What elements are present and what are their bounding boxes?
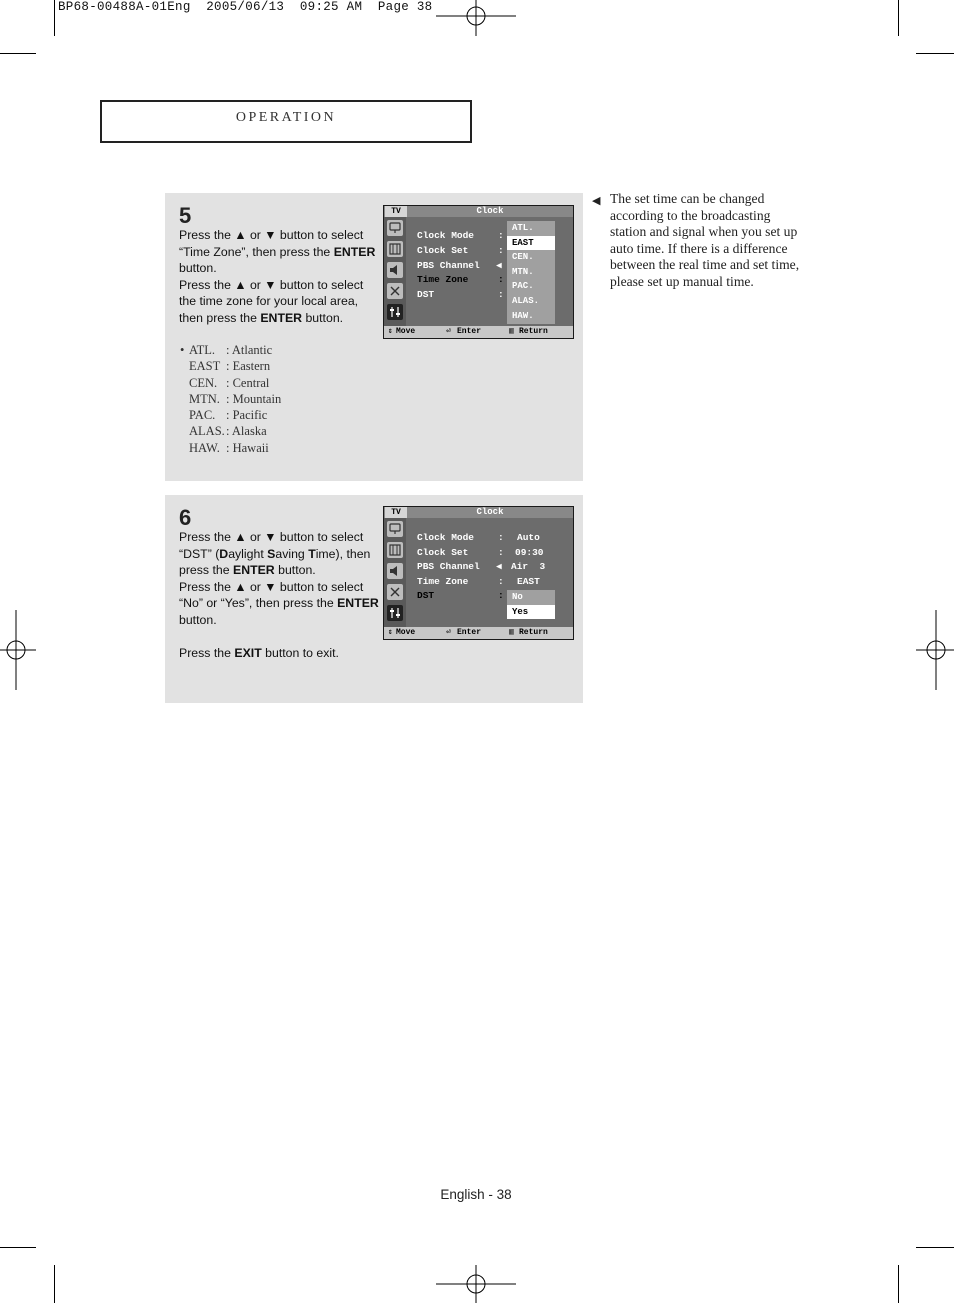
section-title: OPERATION [235, 110, 337, 125]
zone-name: : Pacific [226, 408, 268, 423]
zone-name: : Hawaii [226, 440, 269, 455]
return-label: Return [519, 327, 548, 336]
sound-icon [387, 262, 403, 278]
zone-code: CEN. [189, 375, 218, 390]
sound-icon [387, 563, 403, 579]
osd-tv-label: TV [385, 206, 407, 217]
dropdown-option[interactable]: MTN. [512, 266, 534, 277]
side-note: The set time can be changed according to the broadcasting station and signal when you set up auto time. If there is a difference between the real time and set time, please set up manual time. [610, 191, 800, 289]
osd-menu-row: Clock Mode [417, 532, 475, 543]
time-zone-list [180, 342, 281, 456]
note-arrow-icon: ◀ [592, 195, 601, 207]
zone-name: : Central [226, 375, 270, 390]
input-icon [387, 220, 403, 236]
osd-help-bar [384, 326, 573, 338]
time-zone-dropdown[interactable] [507, 221, 555, 324]
list-item [180, 391, 281, 407]
instruction-paragraph: Press the EXIT button to exit. [179, 645, 339, 660]
list-item [180, 440, 281, 456]
step-number: 6 [179, 505, 192, 530]
zone-code: ALAS. [189, 424, 225, 439]
dropdown-option[interactable]: ALAS. [512, 295, 540, 306]
osd-separator: : [498, 230, 504, 241]
move-icon: ⇕ [388, 628, 393, 637]
crop-mark [0, 53, 36, 54]
osd-menu-sidebar [384, 217, 406, 326]
crop-mark [54, 0, 55, 36]
zone-name: : Atlantic [226, 343, 273, 357]
osd-menu-row: Clock Set [417, 245, 469, 256]
osd-menu-row: PBS Channel [417, 561, 480, 572]
zone-code: ATL. [189, 343, 216, 357]
osd-separator: : [498, 547, 504, 558]
channel-icon [387, 283, 403, 299]
osd-separator: : [498, 289, 504, 300]
zone-code: PAC. [189, 408, 216, 423]
crop-mark [0, 1247, 36, 1248]
enter-label: Enter [457, 327, 482, 336]
picture-icon [387, 241, 403, 257]
osd-separator: : [498, 245, 504, 256]
enter-icon: ⏎ [446, 628, 451, 637]
picture-icon [387, 542, 403, 558]
setup-icon [387, 304, 403, 320]
zone-code: MTN. [189, 391, 220, 406]
osd-separator: : [498, 590, 504, 601]
osd-screen-time-zone [383, 205, 574, 339]
bullet: • [180, 343, 185, 357]
move-label: Move [396, 327, 416, 336]
crop-mark [916, 1247, 954, 1248]
zone-name: : Eastern [226, 359, 271, 374]
registration-mark-icon [436, 0, 516, 36]
osd-title: Clock [476, 206, 504, 216]
osd-menu-row: Clock Set [417, 547, 469, 558]
dropdown-option[interactable]: No [512, 592, 523, 602]
list-item [180, 423, 281, 439]
zone-name: : Alaska [226, 424, 267, 439]
zone-name: : Mountain [226, 391, 282, 406]
return-label: Return [519, 628, 548, 637]
osd-menu-sidebar [384, 518, 406, 627]
dst-dropdown[interactable] [507, 590, 555, 619]
input-icon [387, 521, 403, 537]
step-instructions [179, 227, 379, 326]
page-footer [0, 1187, 954, 1202]
osd-menu-value: EAST [517, 576, 540, 587]
osd-title: Clock [476, 507, 504, 517]
osd-separator: : [498, 576, 504, 587]
instruction-paragraph: Press the ▲ or ▼ button to select the time zone for your local area, then press the ENTER button. [179, 277, 364, 325]
return-icon: ▥ [509, 628, 514, 637]
osd-separator: ◀ [496, 561, 502, 572]
crop-mark [898, 1265, 899, 1303]
zone-code: EAST [189, 359, 221, 374]
step-number: 5 [179, 203, 192, 228]
dropdown-option[interactable]: ATL. [512, 223, 534, 233]
enter-icon: ⏎ [446, 327, 451, 336]
osd-help-bar [384, 627, 573, 639]
osd-menu-row-active: Time Zone [417, 274, 469, 285]
crop-mark [54, 1265, 55, 1303]
move-icon: ⇕ [388, 327, 393, 336]
zone-code: HAW. [189, 440, 220, 455]
instruction-paragraph: Press the ▲ or ▼ button to select “Time Zone”, then press the ENTER button. [179, 228, 376, 275]
dropdown-option-selected[interactable]: Yes [507, 605, 555, 620]
page-number: English - 38 [440, 1187, 512, 1202]
dropdown-option-selected[interactable]: EAST [507, 236, 555, 251]
osd-separator: ◀ [496, 260, 502, 271]
list-item [180, 375, 281, 391]
osd-menu-row-active: DST [417, 590, 435, 601]
osd-menu-row: DST [417, 289, 435, 300]
osd-menu-value: Air 3 [511, 561, 546, 572]
return-icon: ▥ [509, 327, 514, 336]
crop-mark [898, 0, 899, 36]
osd-menu-value: Auto [517, 532, 540, 543]
instruction-paragraph: Press the ▲ or ▼ button to select “No” or “Yes”, then press the ENTER button. [179, 579, 379, 627]
osd-separator: : [498, 274, 504, 285]
osd-menu-row: Time Zone [417, 576, 469, 587]
registration-mark-icon [916, 610, 954, 690]
dropdown-option[interactable]: HAW. [512, 310, 534, 321]
list-item [180, 358, 281, 374]
step-instructions [179, 529, 379, 661]
osd-screen-dst [383, 506, 574, 640]
enter-label: Enter [457, 628, 482, 637]
list-item [180, 342, 281, 358]
osd-separator: : [498, 532, 504, 543]
channel-icon [387, 584, 403, 600]
instruction-paragraph: Press the ▲ or ▼ button to select “DST” (Daylight Saving Time), then press the ENTER button. [179, 530, 371, 577]
osd-tv-label: TV [385, 507, 407, 518]
crop-mark [916, 53, 954, 54]
dropdown-option[interactable]: CEN. [512, 252, 534, 263]
list-item [180, 407, 281, 423]
registration-mark-icon [436, 1265, 516, 1303]
move-label: Move [396, 628, 416, 637]
osd-menu-row: PBS Channel [417, 260, 480, 271]
osd-menu-row: Clock Mode [417, 230, 475, 241]
setup-icon [387, 605, 403, 621]
registration-mark-icon [0, 610, 36, 690]
print-header: BP68-00488A-01Eng 2005/06/13 09:25 AM Page 38 [58, 0, 433, 14]
dropdown-option[interactable]: PAC. [512, 281, 534, 292]
osd-menu-value: 09:30 [515, 547, 544, 558]
